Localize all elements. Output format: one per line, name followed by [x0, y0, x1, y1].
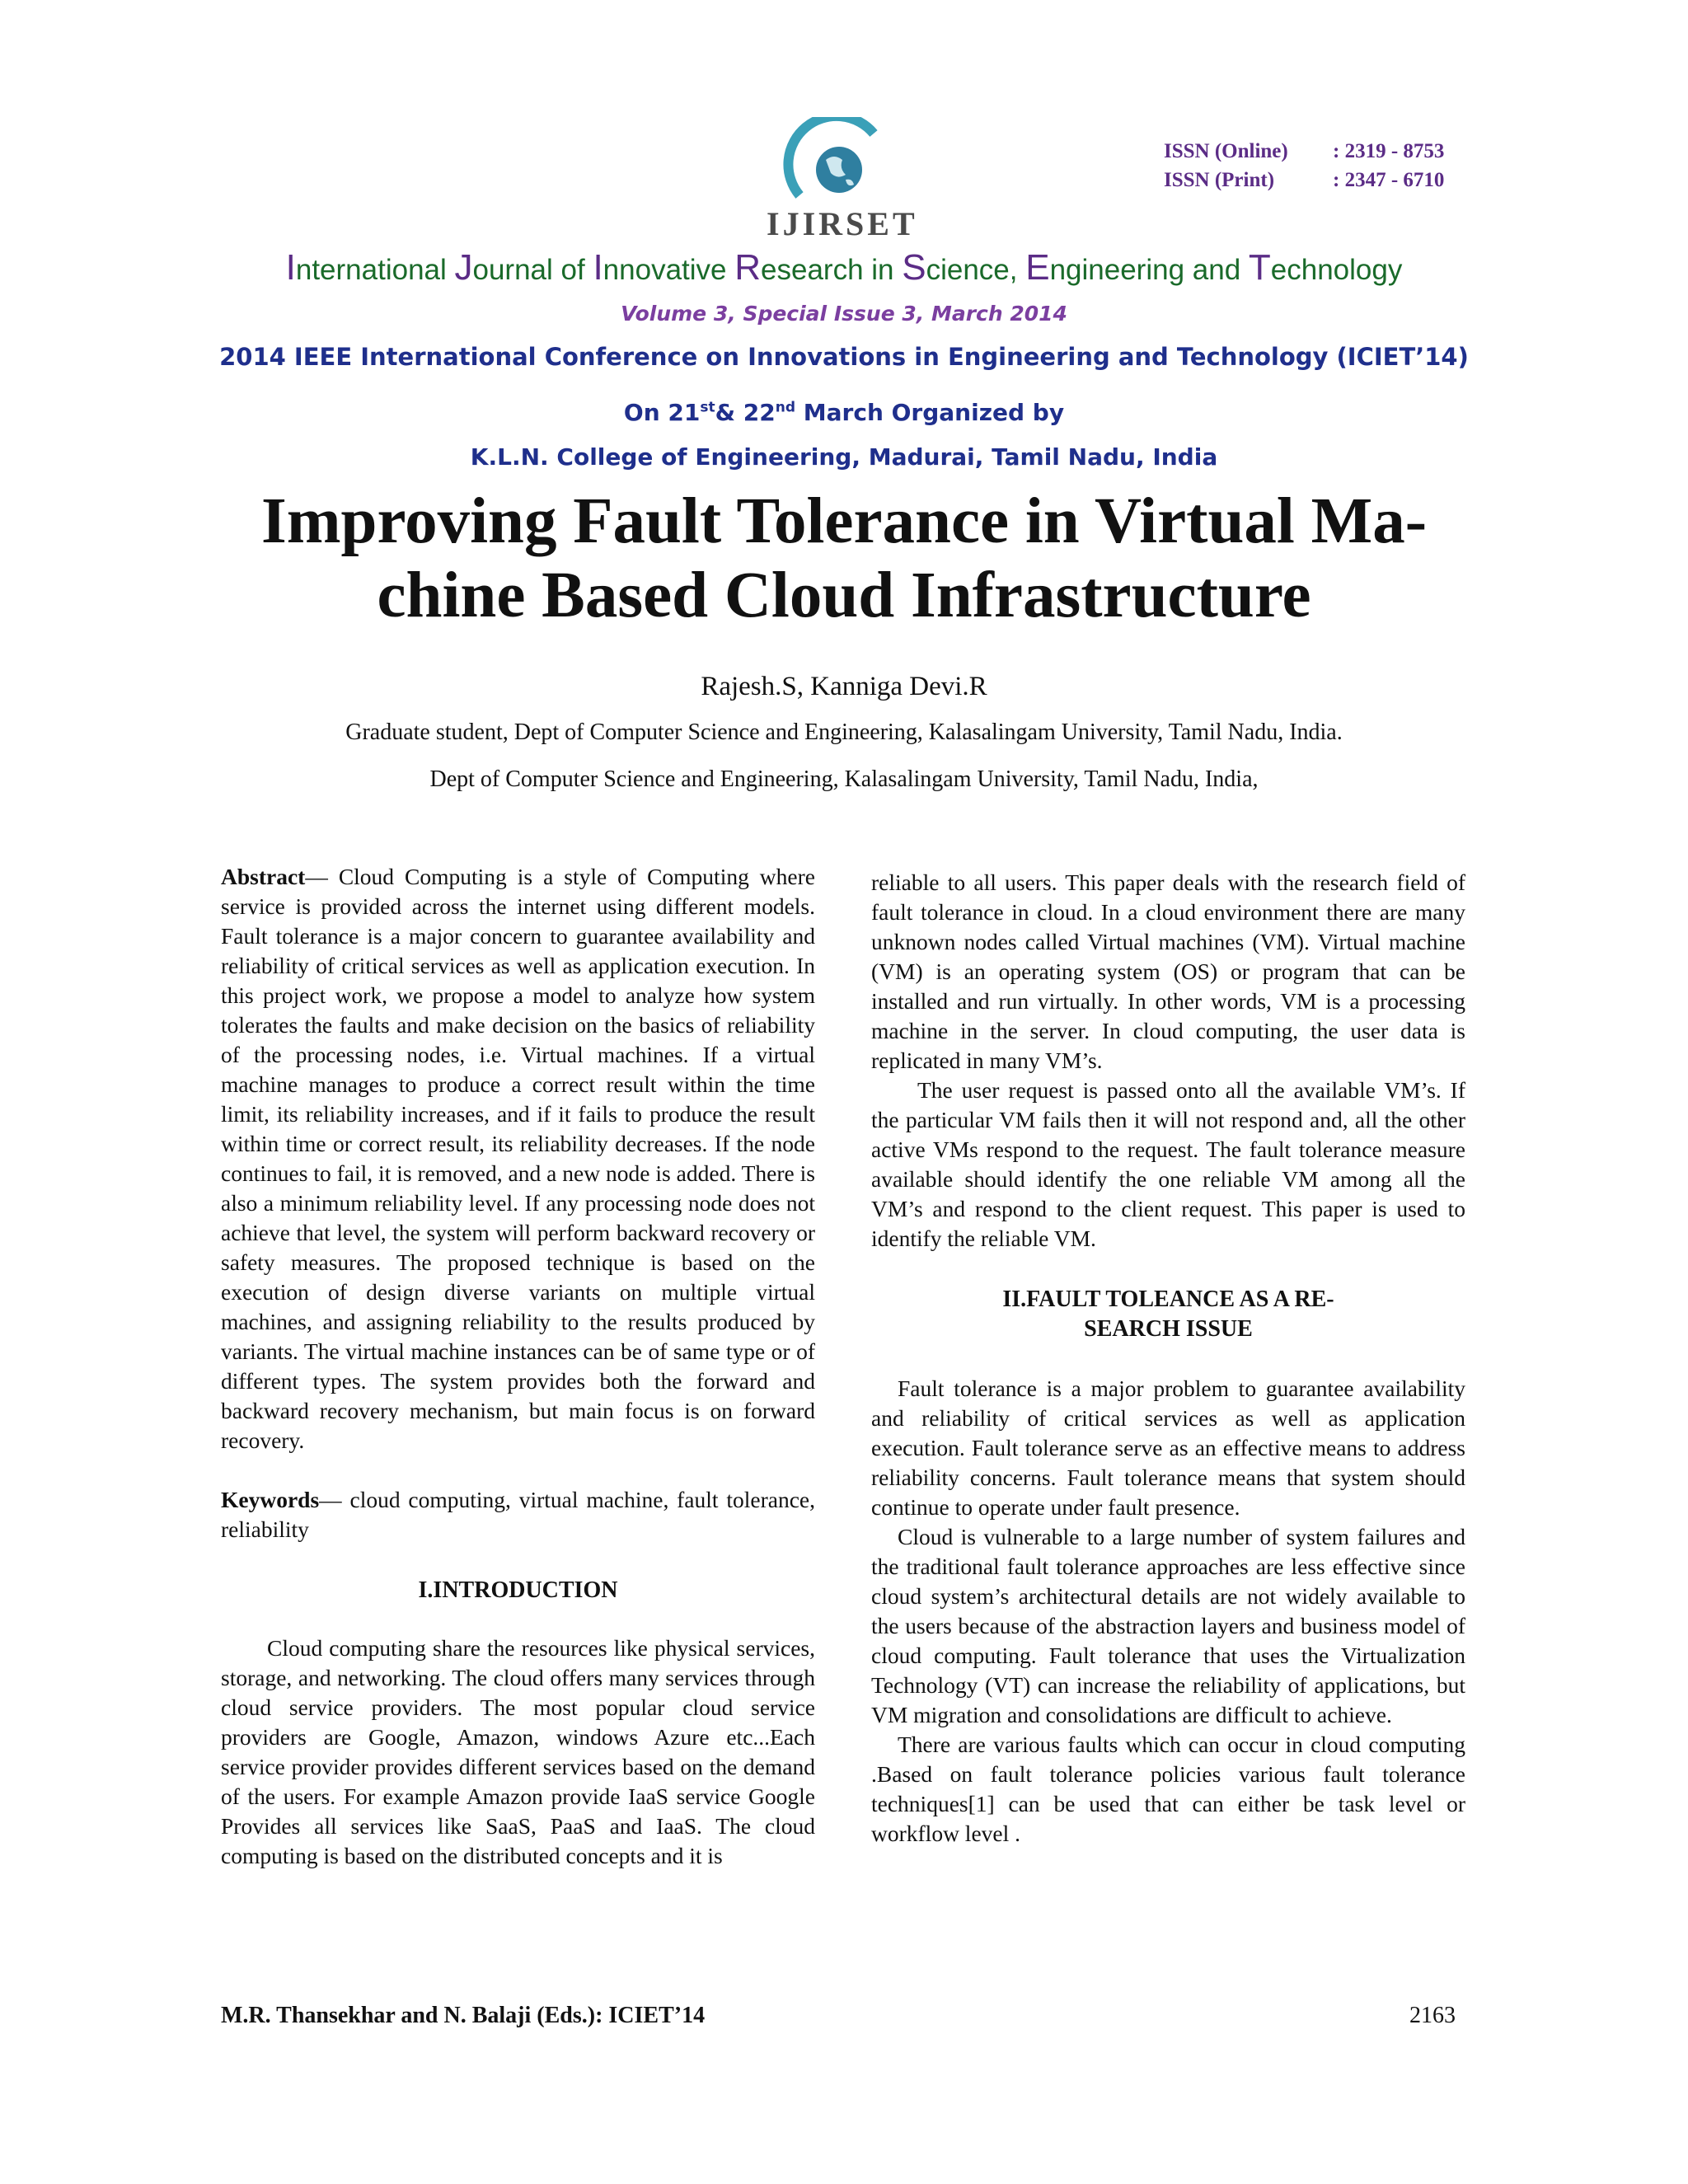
- issn-online-label: ISSN (Online): [1164, 140, 1288, 162]
- section-heading: I.INTRODUCTION: [418, 1577, 618, 1603]
- affiliation: Graduate student, Dept of Computer Science and Engineering, Kalasalingam University, Tamil Nadu, India.: [345, 719, 1343, 745]
- paragraph: The user request is passed onto all the available VM’s. If the particular VM fails then it will not respond and, all the other active VMs respond to the request. The fault tolerance measure available should identify the one reliable VM among all the VM’s and respond to the client request. This paper is used to identify the reliable VM.: [871, 1077, 1465, 1251]
- journal-initial: I: [285, 247, 296, 288]
- dates-text: & 22: [715, 399, 776, 426]
- journal-initial: E: [1025, 247, 1050, 288]
- heading-line: II.FAULT TOLEANCE AS A RE-: [1002, 1286, 1334, 1312]
- paragraph: reliable to all users. This paper deals with the research field of fault tolerance in cloud. In a cloud environment there are many unknown nodes called Virtual machines (VM). Virtual machine (VM) is an operating system (OS) or program that can be installed and run virtually. In other words, VM is a processing machine in the server. In cloud computing, the user data is replicated in many VM’s.: [871, 869, 1465, 1073]
- dates-text: On 21: [623, 399, 701, 426]
- keywords-text: — cloud computing, virtual machine, fault tolerance, reliability: [221, 1487, 815, 1542]
- logo-text: IJIRSET: [767, 205, 918, 242]
- issn-online-value: : 2319 - 8753: [1333, 140, 1445, 162]
- title-line: chine Based Cloud Infrastructure: [377, 560, 1311, 631]
- journal-word: echnology: [1270, 254, 1403, 286]
- paragraph: Fault tolerance is a major problem to guarantee availability and reliability of critical services as well as application execution. Fault tolerance serve as an effective means to address reliability concerns. Fault tolerance means that system should continue to operate under fault presence.: [871, 1376, 1465, 1520]
- journal-word: ngineering and: [1049, 254, 1249, 286]
- conference-name: 2014 IEEE International Conference on Innovations in Engineering and Technology (ICIET’14): [219, 343, 1469, 371]
- journal-initial: S: [902, 247, 926, 288]
- journal-initial: I: [593, 247, 603, 288]
- journal-word: ournal of: [472, 254, 593, 286]
- paragraph: Cloud computing share the resources like physical services, storage, and networking. The cloud offers many services through cloud service providers. The most popular cloud service providers are Google, Amazon, windows Azure etc...Each service provider provides different services based on the demand of the users. For example Amazon provide IaaS service Google Provides all services like SaaS, PaaS and IaaS. The cloud computing is based on the distributed concepts and it is: [221, 1635, 815, 1868]
- paper-title: [0, 485, 1688, 633]
- journal-initial: R: [734, 247, 762, 288]
- abstract: [221, 862, 815, 1455]
- paragraph: Cloud is vulnerable to a large number of system failures and the traditional fault tolerance approaches are less effective since cloud system’s architectural details are not widely available to the users because of the abstraction layers and business model of cloud computing. Fault tolerance that uses the Virtualization Technology (VT) can increase the reliability of applications, but VM migration and consolidations are difficult to achieve.: [871, 1524, 1465, 1727]
- dates-text: March Organized by: [795, 399, 1065, 426]
- abstract-label: Abstract: [221, 864, 306, 889]
- issn-print-value: : 2347 - 6710: [1333, 169, 1445, 191]
- left-column: [221, 862, 815, 1871]
- title-line: Improving Fault Tolerance in Virtual Ma-: [260, 485, 1427, 557]
- affiliation: Dept of Computer Science and Engineering, Kalasalingam University, Tamil Nadu, India,: [429, 766, 1259, 792]
- abstract-text: — Cloud Computing is a style of Computing where service is provided across the internet using different models. Fault tolerance is a major concern to guarantee availability and reliability of critical services as well as application execution. In this project work, we propose a model to analyze how system tolerates the faults and make decision on the basics of reliability of the processing nodes, i.e. Virtual machines. If a virtual machine manages to produce a correct result within the time limit, its reliability increases, and if it fails to produce the result within time or correct result, its reliability decreases. If the node continues to fail, it is removed, and a new node is added. There is also a minimum reliability level. If any processing node does not achieve that level, the system will perform backward recovery or safety measures. The proposed technique is based on the execution of design diverse variants on multiple virtual machines, and assigning reliability to the results produced by variants. The virtual machine instances can be of same type or of different types. The system provides both the forward and backward recovery mechanism, but main focus is on forward recovery.: [221, 864, 815, 1453]
- journal-word: esearch in: [761, 254, 903, 286]
- issn-block: [1164, 137, 1461, 194]
- dates-sup: st: [700, 399, 715, 416]
- section-heading: [871, 1285, 1465, 1344]
- footer-editors: M.R. Thansekhar and N. Balaji (Eds.): ICIET’14: [221, 2003, 706, 2028]
- journal-initial: J: [454, 247, 473, 288]
- authors: Rajesh.S, Kanniga Devi.R: [701, 672, 987, 701]
- paragraph: There are various faults which can occur in cloud computing .Based on fault tolerance policies various fault tolerance techniques[1] can be used that can either be task level or workflow level .: [871, 1732, 1465, 1846]
- journal-name: [0, 247, 1688, 288]
- dates-sup: nd: [775, 399, 796, 416]
- journal-logo: [767, 117, 918, 249]
- heading-line: SEARCH ISSUE: [1084, 1316, 1253, 1342]
- globe-icon: [767, 117, 911, 208]
- right-column: [871, 868, 1465, 1849]
- keywords: [221, 1485, 815, 1544]
- conference-dates: [0, 399, 1688, 426]
- college-name: K.L.N. College of Engineering, Madurai, Tamil Nadu, India: [470, 443, 1218, 471]
- journal-word: nternational: [295, 254, 455, 286]
- keywords-label: Keywords: [221, 1487, 320, 1512]
- page-number: 2163: [1409, 2003, 1456, 2028]
- journal-word: nnovative: [603, 254, 735, 286]
- volume-info: Volume 3, Special Issue 3, March 2014: [621, 302, 1067, 326]
- journal-initial: T: [1248, 247, 1271, 288]
- issn-print-label: ISSN (Print): [1164, 169, 1275, 191]
- journal-word: cience,: [926, 254, 1026, 286]
